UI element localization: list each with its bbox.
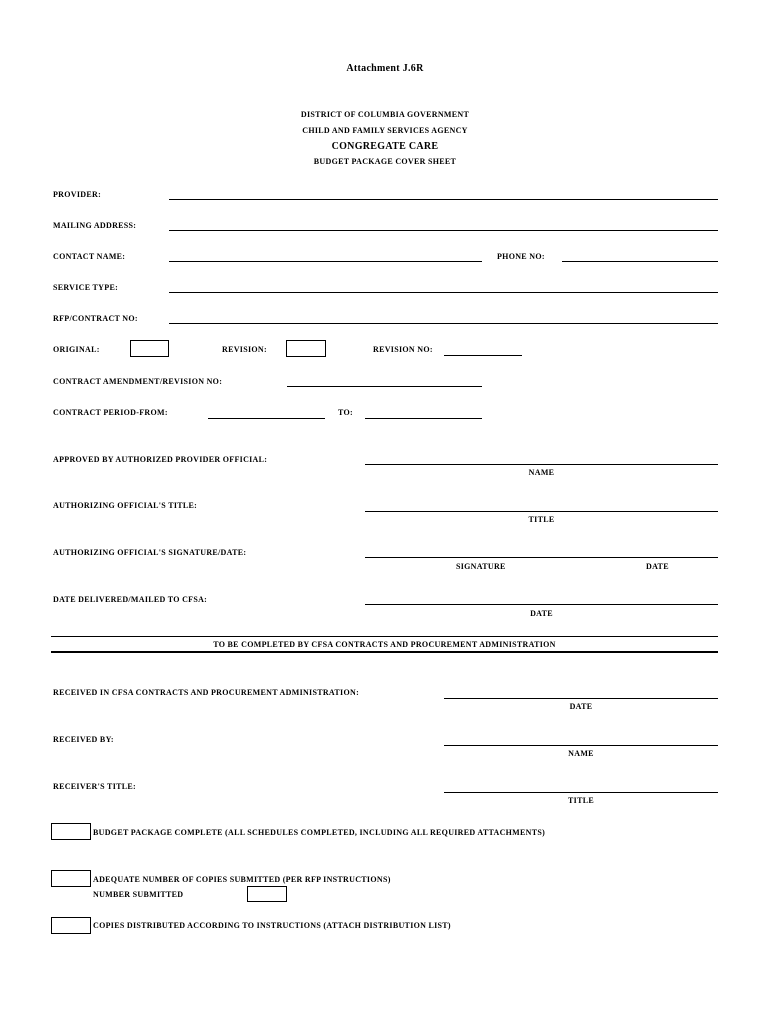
approved-name-field[interactable] bbox=[365, 464, 718, 465]
number-submitted-field[interactable] bbox=[247, 886, 287, 902]
revision-no-label: REVISION NO: bbox=[373, 345, 433, 354]
mailing-address-label: MAILING ADDRESS: bbox=[53, 221, 137, 230]
approved-label: APPROVED BY AUTHORIZED PROVIDER OFFICIAL: bbox=[53, 455, 268, 464]
received-by-caption: NAME bbox=[568, 749, 594, 758]
copies-distributed-checkbox[interactable] bbox=[51, 917, 91, 934]
received-in-date-field[interactable] bbox=[444, 698, 718, 699]
package-complete-label: BUDGET PACKAGE COMPLETE (ALL SCHEDULES COMPLETED, INCLUDING ALL REQUIRED ATTACHMENTS) bbox=[93, 828, 546, 837]
receiver-title-field[interactable] bbox=[444, 792, 718, 793]
revision-label: REVISION: bbox=[222, 345, 267, 354]
title-caption: TITLE bbox=[528, 515, 555, 524]
signature-date-caption: DATE bbox=[646, 562, 669, 571]
delivered-date-field[interactable] bbox=[365, 604, 718, 605]
phone-field[interactable] bbox=[562, 261, 718, 262]
rfp-contract-label: RFP/CONTRACT NO: bbox=[53, 314, 138, 323]
service-type-label: SERVICE TYPE: bbox=[53, 283, 119, 292]
receiver-title-label: RECEIVER'S TITLE: bbox=[53, 782, 136, 791]
period-from-label: CONTRACT PERIOD-FROM: bbox=[53, 408, 168, 417]
amendment-field[interactable] bbox=[287, 386, 482, 387]
mailing-address-field[interactable] bbox=[169, 230, 718, 231]
package-complete-checkbox[interactable] bbox=[51, 823, 91, 840]
original-checkbox[interactable] bbox=[130, 340, 169, 357]
received-in-caption: DATE bbox=[569, 702, 593, 711]
revision-no-field[interactable] bbox=[444, 355, 522, 356]
signature-label: AUTHORIZING OFFICIAL'S SIGNATURE/DATE: bbox=[53, 548, 247, 557]
delivered-date-caption: DATE bbox=[530, 609, 553, 618]
receiver-title-caption: TITLE bbox=[568, 796, 594, 805]
period-to-field[interactable] bbox=[365, 418, 482, 419]
number-submitted-label: NUMBER SUBMITTED bbox=[93, 890, 184, 899]
copies-distributed-label: COPIES DISTRIBUTED ACCORDING TO INSTRUCTIONS (ATTACH DISTRIBUTION LIST) bbox=[93, 921, 451, 930]
copies-adequate-checkbox[interactable] bbox=[51, 870, 91, 887]
name-caption: NAME bbox=[528, 468, 555, 477]
official-title-field[interactable] bbox=[365, 511, 718, 512]
received-by-label: RECEIVED BY: bbox=[53, 735, 114, 744]
original-label: ORIGINAL: bbox=[53, 345, 100, 354]
program-heading: CONGREGATE CARE bbox=[331, 141, 439, 152]
banner-bottom-rule bbox=[51, 651, 718, 653]
period-to-label: TO: bbox=[338, 408, 353, 417]
amendment-label: CONTRACT AMENDMENT/REVISION NO: bbox=[53, 377, 223, 386]
attachment-label: Attachment J.6R bbox=[346, 63, 424, 74]
admin-banner: TO BE COMPLETED BY CFSA CONTRACTS AND PROCUREMENT ADMINISTRATION bbox=[213, 640, 556, 649]
banner-top-rule bbox=[51, 636, 718, 637]
signature-caption: SIGNATURE bbox=[456, 562, 506, 571]
contact-name-label: CONTACT NAME: bbox=[53, 252, 126, 261]
signature-date-field[interactable] bbox=[365, 557, 718, 558]
delivered-label: DATE DELIVERED/MAILED TO CFSA: bbox=[53, 595, 208, 604]
received-in-label: RECEIVED IN CFSA CONTRACTS AND PROCUREMENT ADMINISTRATION: bbox=[53, 688, 360, 697]
rfp-contract-field[interactable] bbox=[169, 323, 718, 324]
official-title-label: AUTHORIZING OFFICIAL'S TITLE: bbox=[53, 501, 198, 510]
revision-checkbox[interactable] bbox=[286, 340, 326, 357]
copies-adequate-label: ADEQUATE NUMBER OF COPIES SUBMITTED (PER RFP INSTRUCTIONS) bbox=[93, 875, 391, 884]
phone-label: PHONE NO: bbox=[497, 252, 545, 261]
service-type-field[interactable] bbox=[169, 292, 718, 293]
period-from-field[interactable] bbox=[208, 418, 325, 419]
provider-label: PROVIDER: bbox=[53, 190, 102, 199]
received-by-field[interactable] bbox=[444, 745, 718, 746]
agency-heading: CHILD AND FAMILY SERVICES AGENCY bbox=[302, 126, 468, 135]
government-heading: DISTRICT OF COLUMBIA GOVERNMENT bbox=[300, 110, 470, 119]
contact-name-field[interactable] bbox=[169, 261, 482, 262]
provider-field[interactable] bbox=[169, 199, 718, 200]
form-title: BUDGET PACKAGE COVER SHEET bbox=[313, 157, 457, 166]
